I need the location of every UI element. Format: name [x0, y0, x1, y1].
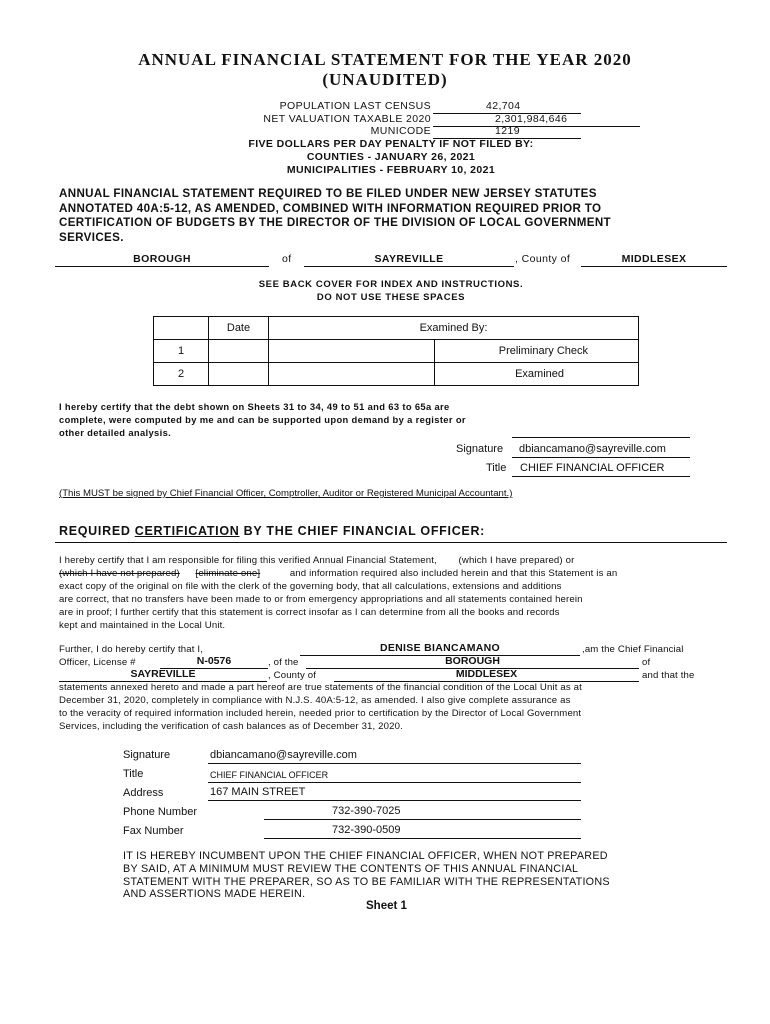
examiner-cell[interactable]	[269, 340, 435, 363]
table-row: 1 Preliminary Check	[154, 340, 639, 363]
county-name-2[interactable]: MIDDLESEX	[455, 668, 518, 680]
cert-para1-line4: are correct, that no transfers have been made to or from emergency appropriations and all statements contained herein	[59, 594, 583, 605]
population-label: POPULATION LAST CENSUS	[279, 100, 431, 112]
contact-signature-value[interactable]: dbiancamano@sayreville.com	[210, 749, 357, 761]
contact-signature-label: Signature	[123, 749, 171, 761]
license-number[interactable]: N-0576	[196, 655, 232, 667]
municode-label: MUNICODE	[370, 125, 431, 137]
date-cell[interactable]	[209, 363, 269, 386]
debt-signature-value[interactable]: dbiancamano@sayreville.com	[519, 443, 666, 455]
date-header: Date	[209, 317, 269, 340]
examination-table	[153, 316, 639, 386]
municode-value: 1219	[495, 125, 520, 137]
population-value: 42,704	[486, 100, 521, 112]
examined-header: Examined By:	[269, 317, 639, 340]
cert-para2-line2: December 31, 2020, completely in compliance with N.J.S. 40A:5-12, as amended. I also give complete assurance as	[59, 695, 571, 706]
of-the-label: , of the	[268, 657, 299, 668]
contact-fax-value[interactable]: 732-390-0509	[332, 824, 401, 836]
contact-title-label: Title	[123, 768, 144, 780]
examiner-cell[interactable]	[269, 363, 435, 386]
cert-para2-line3: to the veracity of required information included herein, needed prior to certification by the Director of Local Government	[59, 708, 582, 719]
penalty-line2: COUNTIES - JANUARY 26, 2021	[306, 151, 476, 163]
unit-name[interactable]: SAYREVILLE	[130, 668, 196, 680]
date-cell[interactable]	[209, 340, 269, 363]
unit-type[interactable]: BOROUGH	[445, 655, 500, 667]
penalty-line3: MUNICIPALITIES - FEBRUARY 10, 2021	[286, 164, 496, 176]
required-certification-heading: REQUIRED CERTIFICATION BY THE CHIEF FINANCIAL OFFICER:	[59, 524, 486, 538]
cert-para1-line3: exact copy of the original on file with the clerk of the governing body, that all calculations, extensions and additions	[59, 581, 562, 592]
and-that-label: and that the	[642, 670, 695, 681]
cert-para1-line5: are in proof; I further certify that this statement is correct insofar as I can determine from all the books and records	[59, 607, 560, 618]
municipality-type: BOROUGH	[133, 253, 191, 265]
cert-para2-line1: statements annexed hereto and made a part hereof are true statements of the financial condition of the Local Unit as at	[59, 682, 582, 693]
page-title: ANNUAL FINANCIAL STATEMENT FOR THE YEAR 2020	[138, 50, 632, 69]
license-label: Officer, License #	[59, 657, 136, 668]
cert-para1-line2: (which I have not prepared) [eliminate one] and information required also included herein and that this Statement is an	[59, 568, 618, 579]
valuation-label: NET VALUATION TAXABLE 2020	[263, 113, 431, 125]
penalty-line1: FIVE DOLLARS PER DAY PENALTY IF NOT FILED BY:	[248, 138, 534, 150]
officer-name[interactable]: DENISE BIANCAMANO	[379, 642, 501, 654]
cert-para2-line4: Services, including the verification of cash balances as of December 31, 2020.	[59, 721, 403, 732]
of-label: of	[282, 253, 292, 265]
contact-fax-label: Fax Number	[123, 825, 184, 837]
cert-para1-line1: I hereby certify that I am responsible for filing this verified Annual Financial Statement, (which I have prepared) or	[59, 555, 575, 566]
footer-statement: IT IS HEREBY INCUMBENT UPON THE CHIEF FINANCIAL OFFICER, WHEN NOT PREPARED BY SAID, AT A MINIMUM MUST REVIEW THE CONTENTS OF THIS ANNUAL FINANCIAL STATEMENT WITH THE PREPARER, SO AS TO BE FAMILIAR WITH THE REPRESENTATIONS AND ASSERTIONS MADE HEREIN.	[123, 850, 610, 901]
requirement-statement: ANNUAL FINANCIAL STATEMENT REQUIRED TO BE FILED UNDER NEW JERSEY STATUTES ANNOTATED 40A:5-12, AS AMENDED, COMBINED WITH INFORMATION REQUIRED PRIOR TO CERTIFICATION OF BUDGETS BY THE DIRECTOR OF THE DIVISION OF LOCAL GOVERNMENT SERVICES.	[59, 187, 611, 244]
contact-phone-label: Phone Number	[123, 806, 197, 818]
debt-signature-label: Signature	[456, 443, 504, 455]
table-row: 2 Examined	[154, 363, 639, 386]
debt-title-value[interactable]: CHIEF FINANCIAL OFFICER	[520, 462, 665, 474]
page-subtitle: (UNAUDITED)	[322, 70, 448, 89]
county-name: MIDDLESEX	[621, 253, 687, 265]
contact-title-value[interactable]: CHIEF FINANCIAL OFFICER	[210, 770, 329, 780]
debt-title-label: Title	[486, 462, 507, 474]
of-label-2: of	[642, 657, 651, 668]
cert-para1-line6: kept and maintained in the Local Unit.	[59, 620, 226, 631]
county-label: , County of	[515, 253, 571, 265]
county-label-2: , County of	[268, 670, 317, 681]
valuation-value: 2,301,984,646	[495, 113, 568, 125]
sheet-number: Sheet 1	[366, 900, 407, 912]
further-label: Further, I do hereby certify that I,	[59, 644, 204, 655]
contact-address-label: Address	[123, 787, 164, 799]
instructions-line1: SEE BACK COVER FOR INDEX AND INSTRUCTIONS.	[258, 279, 524, 290]
instructions-line2: DO NOT USE THESE SPACES	[316, 292, 466, 303]
debt-certification: I hereby certify that the debt shown on Sheets 31 to 34, 49 to 51 and 63 to 65a are complete, were computed by me and can be supported upon demand by a register or other detailed analysis.	[59, 401, 466, 438]
contact-address-value[interactable]: 167 MAIN STREET	[210, 786, 306, 798]
signature-note: (This MUST be signed by Chief Financial Officer, Comptroller, Auditor or Registered Municipal Accountant.)	[59, 488, 513, 499]
contact-phone-value[interactable]: 732-390-7025	[332, 805, 401, 817]
municipality-name: SAYREVILLE	[374, 253, 444, 265]
am-label: ,am the Chief Financial	[582, 644, 684, 655]
